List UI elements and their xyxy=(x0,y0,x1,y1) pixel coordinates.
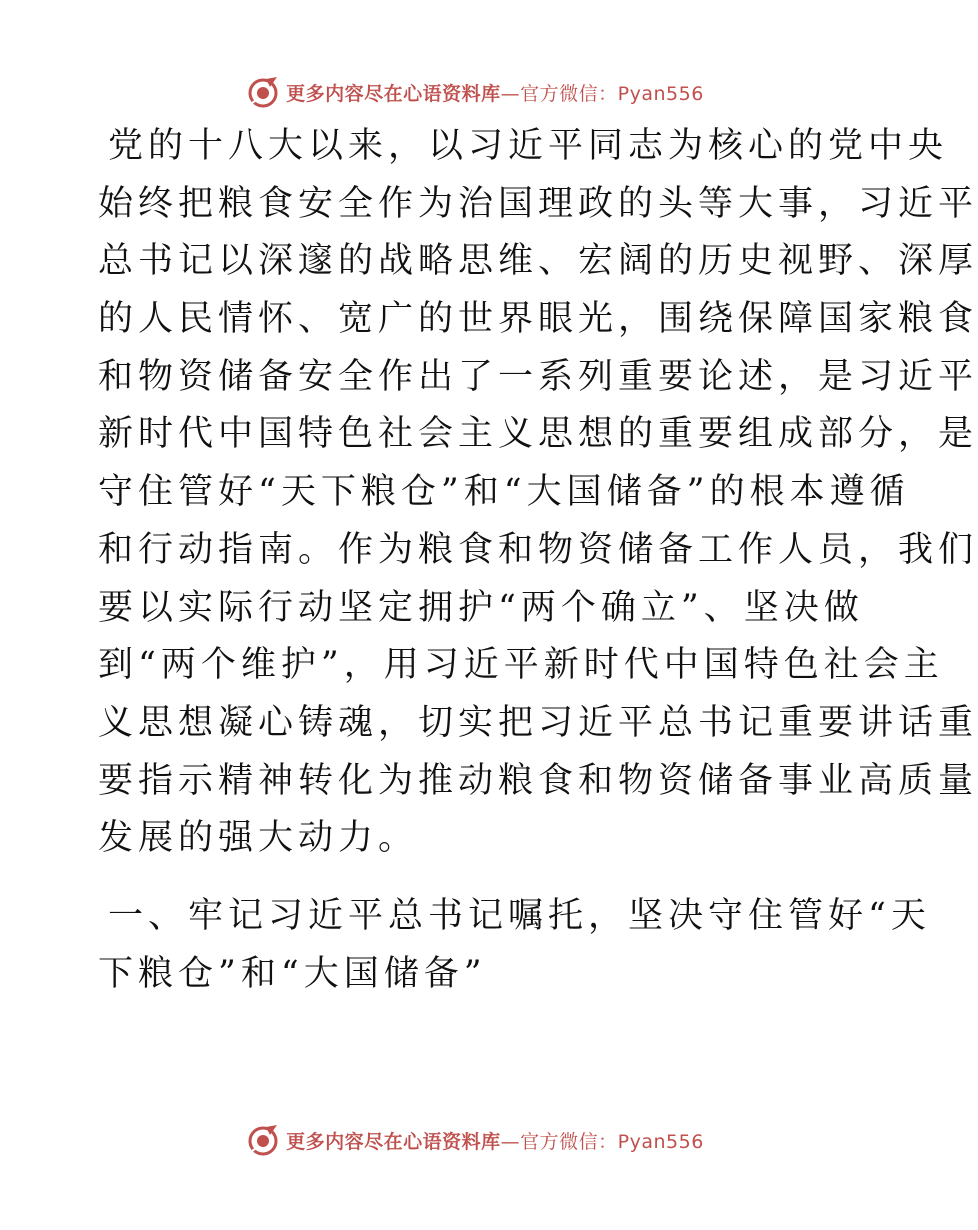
paragraph-line: 和行动指南。作为粮食和物资储备工作人员，我们 xyxy=(98,529,978,570)
paragraph-line: 要以实际行动坚定拥护“两个确立”、坚决做 xyxy=(98,587,864,628)
pen-logo-icon xyxy=(246,75,280,109)
watermark-text xyxy=(286,79,704,106)
heading-line: 一、牢记习近平总书记嘱托，坚决守住管好“天 xyxy=(108,895,931,936)
paragraph-line: 的人民情怀、宽广的世界眼光，围绕保障国家粮食 xyxy=(98,299,978,340)
paragraph-line: 发展的强大动力。 xyxy=(98,818,419,859)
intro-paragraph xyxy=(98,118,978,868)
paragraph-line: 党的十八大以来，以习近平同志为核心的党中央 xyxy=(108,126,949,166)
pen-logo-icon xyxy=(246,1123,280,1157)
section-heading xyxy=(98,888,931,1003)
watermark-text xyxy=(286,1127,704,1154)
document-body xyxy=(98,118,978,1003)
paragraph-line: 总书记以深邃的战略思维、宏阔的历史视野、深厚 xyxy=(98,241,978,282)
paragraph-line: 始终把粮食安全作为治国理政的头等大事，习近平 xyxy=(98,183,978,224)
watermark-contact: 官方微信：Pyan556 xyxy=(520,82,704,105)
paragraph-line: 守住管好“天下粮仓”和“大国储备”的根本遵循 xyxy=(98,472,910,513)
watermark-contact: 官方微信：Pyan556 xyxy=(520,1130,704,1153)
paragraph-line: 要指示精神转化为推动粮食和物资储备事业高质量 xyxy=(98,760,978,801)
paragraph-line: 义思想凝心铸魂，切实把习近平总书记重要讲话重 xyxy=(98,702,978,743)
heading-line: 下粮仓”和“大国储备” xyxy=(98,953,487,994)
watermark-separator: — xyxy=(500,1130,521,1153)
watermark-separator: — xyxy=(500,82,521,105)
watermark-brand: 更多内容尽在心语资料库 xyxy=(286,82,501,105)
paragraph-line: 和物资储备安全作出了一系列重要论述，是习近平 xyxy=(98,356,978,397)
header-watermark xyxy=(0,72,950,112)
footer-watermark xyxy=(0,1120,950,1160)
paragraph-line: 到“两个维护”，用习近平新时代中国特色社会主 xyxy=(98,645,944,686)
watermark-brand: 更多内容尽在心语资料库 xyxy=(286,1130,501,1153)
paragraph-line: 新时代中国特色社会主义思想的重要组成部分，是 xyxy=(98,414,978,455)
